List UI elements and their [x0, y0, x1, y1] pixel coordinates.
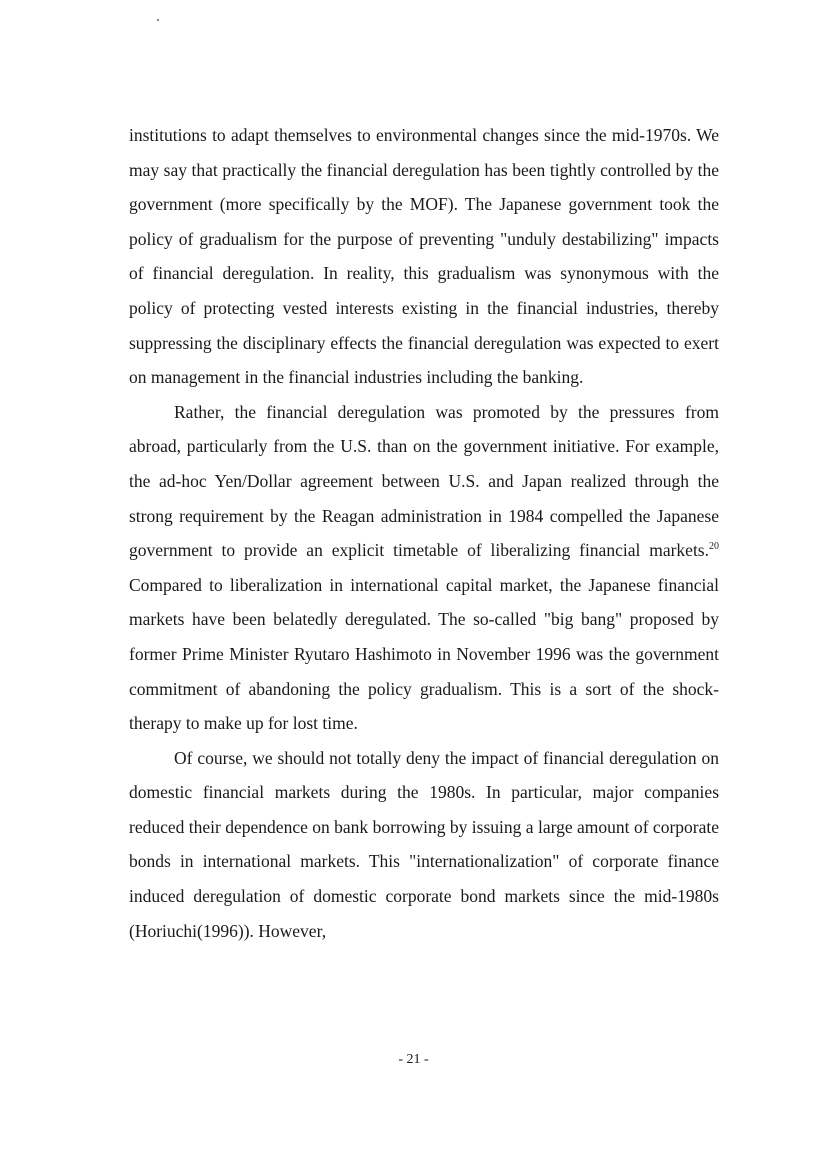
paragraph-impact: Of course, we should not totally deny the impact of financial deregulation on domestic financial markets during the 1980s. In particular, major companies reduced their dependence on bank borrowing by issuing a large amount of corporate bonds in international markets. This "internationalization" of corporate finance induced deregulation of domestic corporate bond markets since the mid-1980s (Horiuchi(1996)). However,: [129, 747, 719, 941]
page-number: - 21 -: [398, 1052, 429, 1067]
footnote-marker: 20: [709, 541, 719, 553]
paragraph-deregulation-pressures: [129, 395, 719, 741]
scan-speck: [157, 19, 159, 21]
paragraph-text-after-footnote: Compared to liberalization in international capital market, the Japanese financial markets have been belatedly deregulated. The so-called "big bang" proposed by former Prime Minister Ryutaro Hashimoto in November 1996 was the government commitment of abandoning the policy gradualism. This is a sort of the shock-therapy to make up for lost time.: [129, 574, 719, 734]
body-text: [129, 118, 719, 948]
paragraph-continuation: institutions to adapt themselves to environmental changes since the mid-1970s. We may say that practically the financial deregulation has been tightly controlled by the government (more specifically by the MOF). The Japanese government took the policy of gradualism for the purpose of preventing "unduly destabilizing" impacts of financial deregulation. In reality, this gradualism was synonymous with the policy of protecting vested interests existing in the financial industries, thereby suppressing the disciplinary effects the financial deregulation was expected to exert on management in the financial industries including the banking.: [129, 125, 719, 388]
paragraph-text-before-footnote: Rather, the financial deregulation was promoted by the pressures from abroad, particularly from the U.S. than on the government initiative. For example, the ad-hoc Yen/Dollar agreement between U.S. and Japan realized through the strong requirement by the Reagan administration in 1984 compelled the Japanese government to provide an explicit timetable of liberalizing financial markets.: [129, 401, 719, 561]
